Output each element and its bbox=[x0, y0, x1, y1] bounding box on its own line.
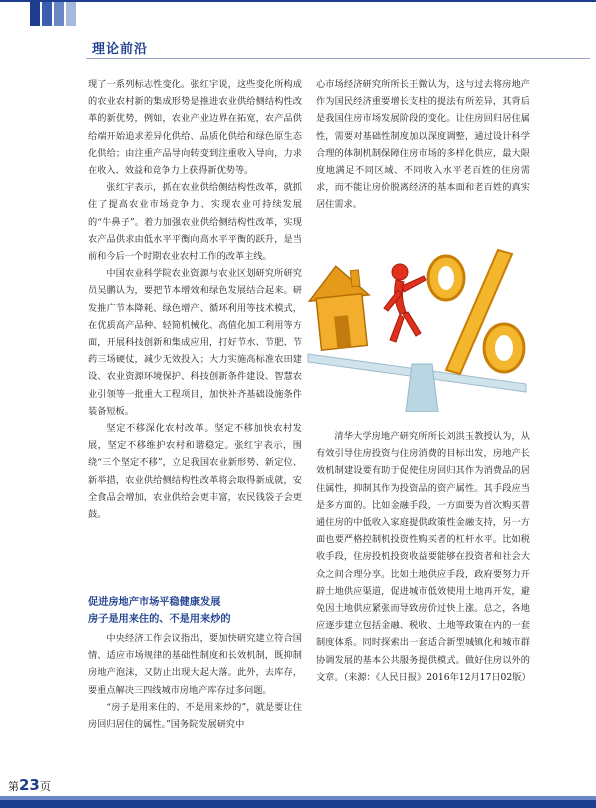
right-column-lower bbox=[316, 428, 530, 686]
house-percent-seesaw-illustration bbox=[300, 236, 536, 412]
footer-stripe bbox=[0, 800, 596, 808]
paragraph: 心市场经济研究所所长王微认为，这与过去将房地产作为国民经济重要增长支柱的提法有所差异，其背后是我国住房市场发展阶段的变化。让住房回归居住属性，需要对基础性制度加以深度调整，通过设计科学合理的体制机制保障住房市场的多样化供应，最大限度地满足不同区域、不同收入水平老百姓的住房需求，而不能让房价脱离经济的基本面和老百姓的真实居住需求。 bbox=[316, 79, 530, 211]
header-color-bars bbox=[0, 0, 596, 26]
section-title: 理论前沿 bbox=[92, 42, 149, 57]
page-footer bbox=[0, 774, 596, 808]
page-number bbox=[8, 776, 51, 794]
page-suffix: 页 bbox=[39, 780, 51, 793]
page-prefix: 第 bbox=[8, 780, 19, 793]
paragraph: 张红宇表示，抓在农业供给侧结构性改革，就抓住了提高农业市场竞争力、实现农业可持续发展的“牛鼻子”。着力加强农业供给侧结构性改革，实现农产品供求由低水平平衡向高水平平衡的跃升，是当前和今后一个时期农业农村工作的改革主线。 bbox=[88, 182, 302, 263]
paragraph: “房子是用来住的、不是用来炒的”，就是要让住房回归居住的属性。”国务院发展研究中 bbox=[88, 701, 302, 731]
subheading bbox=[88, 594, 308, 628]
right-column bbox=[316, 76, 530, 214]
paragraph: 清华大学房地产研究所所长刘洪玉教授认为，从有效引导住房投资与住房消费的目标出发，房地产长效机制建设要有助于促使住房回归其作为消费品的居住属性，抑制其作为投资品的资产属性。其手段应当是多方面的。比如金融手段，一方面要为首次购买普通住房的中低收入家庭提供政策性金融支持，另一方面也要严格控制机投资性购买者的杠杆水平。比如税收手段，住房投机投资收益要能够在投资者和社会大众之间合理分享。比如土地供应手段，政府要努力开辟土地供应渠道，促进城市低效使用土地再开发，避免因土地供应紧张而导致房价过快上涨。总之，各地应逐步建立包括金融、税收、土地等政策在内的一套制度体系。同时探索出一套适合新型城镇化和城市群协调发展的基本公共服务提供模式。做好住房以外的文章。（来源：《人民日报》2016年12月17日02版） bbox=[316, 431, 531, 683]
subheading-line-1: 促进房地产市场平稳健康发展 bbox=[88, 597, 221, 608]
paragraph: 中央经济工作会议指出，要加快研究建立符合国情、适应市场规律的基础性制度和长效机制，既抑制房地产泡沫，又防止出现大起大落。此外，去库存，要重点解决三四线城市房地产库存过多问题。 bbox=[88, 633, 302, 696]
paragraph: 坚定不移深化农村改革。坚定不移加快农村发展，坚定不移维护农村和谐稳定。张红宇表示，围绕“三个坚定不移”，立足我国农业新形势、新定位、新举措，农业供给侧结构性改革将会取得新成就，安全食品会增加，农业供给会更丰富，农民钱袋子会更鼓。 bbox=[88, 423, 302, 521]
subheading-line-2: 房子是用来住的、不是用来炒的 bbox=[88, 614, 231, 625]
left-column-lower bbox=[88, 630, 302, 733]
paragraph: 现了一系列标志性变化。张红宇说，这些变化所构成的农业农村新的集成形势是推进农业供给侧结构性改革的新优势，例如，农业产业边界在拓宽，农产品供给端开始追求差异化供给、品质化供给和绿色原生态化供给；由注重产品导向转变到注重收入导向，力求在收入、效益和竞争力上获得新优势等。 bbox=[88, 79, 302, 177]
header-rule bbox=[0, 0, 596, 2]
left-column bbox=[88, 76, 302, 523]
title-underline bbox=[86, 58, 590, 59]
page-number-value: 23 bbox=[19, 776, 40, 794]
paragraph: 中国农业科学院农业资源与农业区划研究所研究员吴鹏认为，要把节本增效和绿色发展结合起来。研发推广节本降耗、绿色增产、循环利用等技术模式，在优质高产品种、轻简机械化、高值化加工利用等方面，开展科技创新和集成应用，打好节水、节肥、节药三场硬仗，减少无效投入；大力实施高标准农田建设、农业资源环境保护、科技创新条件建设、智慧农业引领等一批重大工程项目，加快补齐基础设施条件装备短板。 bbox=[88, 268, 302, 417]
